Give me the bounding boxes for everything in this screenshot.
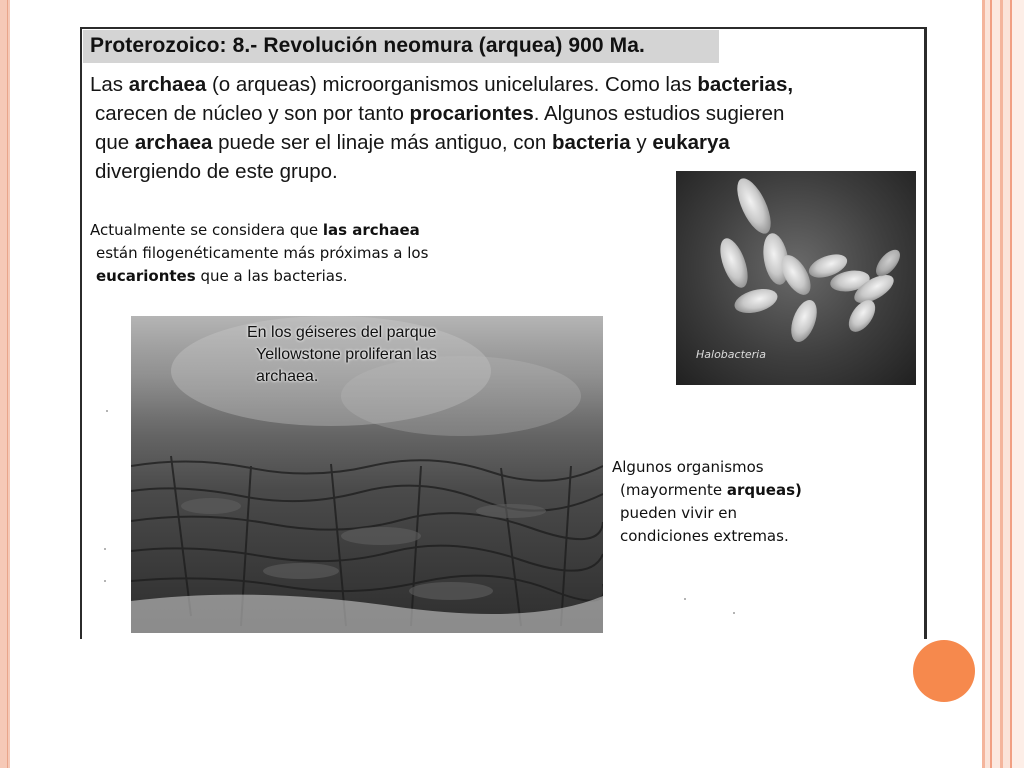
intro-text: que: [95, 131, 135, 154]
geyser-caption-line-1: En los géiseres del parque: [247, 324, 437, 341]
intro-bold-term: bacteria: [552, 131, 631, 154]
geyser-caption: [247, 322, 547, 388]
intro-text: y: [630, 131, 653, 154]
slide-right-border: [980, 0, 1024, 768]
page-title: Proterozoico: 8.- Revolución neomura (arquea) 900 Ma.: [90, 34, 645, 57]
page-left-rule: [80, 27, 82, 639]
extreme-note-line-1: Algunos organismos: [612, 458, 764, 476]
note-text: que a las bacterias.: [195, 267, 348, 285]
extreme-note-line-3: pueden vivir en: [620, 504, 738, 522]
intro-line-3: [90, 128, 910, 157]
intro-text: . Algunos estudios sugieren: [533, 102, 785, 125]
geyser-caption-line-2: Yellowstone proliferan las: [256, 346, 437, 363]
intro-bold-term: archaea: [134, 131, 213, 154]
accent-circle: [913, 640, 975, 702]
intro-bold-term: bacterias,: [697, 73, 794, 96]
note-bold-term: las archaea: [322, 221, 420, 239]
intro-paragraph: [90, 70, 910, 186]
intro-line-4: divergiendo de este grupo.: [95, 160, 338, 183]
intro-line-1: [90, 70, 910, 99]
extreme-conditions-note: [612, 456, 872, 548]
intro-text: puede ser el linaje más antiguo, con: [212, 131, 553, 154]
note-text: (mayormente: [620, 481, 727, 499]
intro-text: (o arqueas) microorganismos unicelulares. Como las: [206, 73, 698, 96]
intro-text: Las: [90, 73, 129, 96]
phylogeny-line-3: [90, 265, 510, 288]
note-text: Actualmente se considera que: [90, 221, 323, 239]
intro-bold-term: procariontes: [409, 102, 534, 125]
phylogeny-line-2: están filogenéticamente más próximas a los: [96, 244, 429, 262]
extreme-note-line-2: [612, 479, 872, 502]
scan-speck: [104, 580, 106, 582]
scan-speck: [106, 410, 108, 412]
micrograph-caption: Halobacteria: [696, 348, 766, 361]
scan-speck: [684, 598, 686, 600]
page-right-rule: [924, 27, 927, 639]
phylogeny-line-1: [90, 219, 510, 242]
extreme-note-line-4: condiciones extremas.: [620, 527, 789, 545]
scan-speck: [733, 612, 735, 614]
note-bold-term: arqueas): [726, 481, 802, 499]
geyser-caption-line-3: archaea.: [256, 368, 319, 385]
slide-left-border: [0, 0, 10, 768]
intro-line-2: [90, 99, 910, 128]
intro-text: carecen de núcleo y son por tanto: [95, 102, 410, 125]
note-bold-term: eucariontes: [96, 267, 196, 285]
intro-bold-term: archaea: [128, 73, 207, 96]
intro-bold-term: eukarya: [652, 131, 730, 154]
scan-speck: [104, 548, 106, 550]
phylogeny-note: [90, 219, 510, 288]
